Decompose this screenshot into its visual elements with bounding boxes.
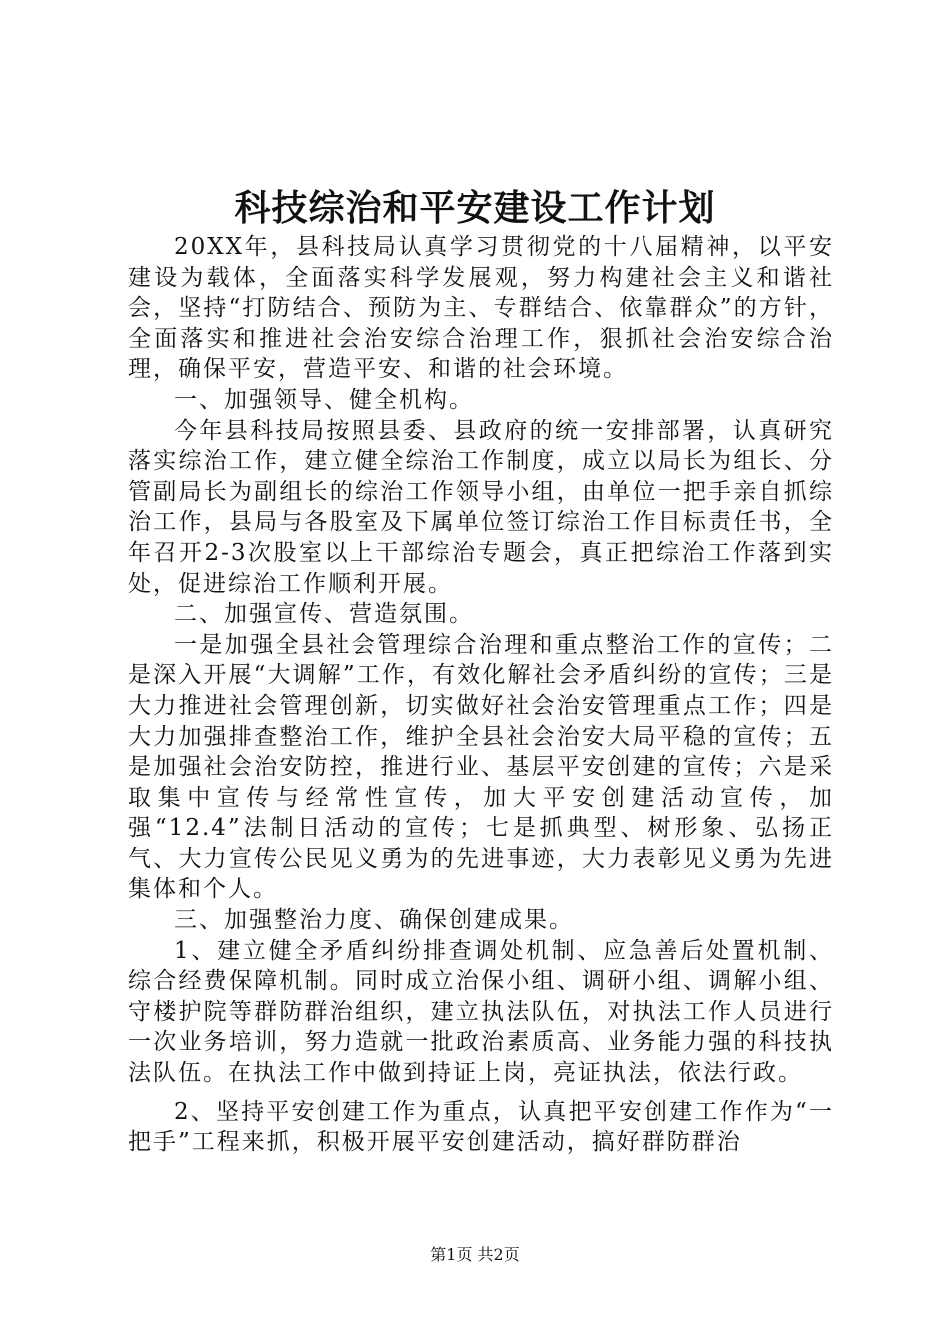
paragraph-item-1: 1、建立健全矛盾纠纷排查调处机制、应急善后处置机制、综合经费保障机制。同时成立治保小组、调研小组、调解小组、守楼护院等群防群治组织，建立执法队伍，对执法工作人员进行一次业务培训，努力造就一批政治素质高、业务能力强的科技执法队伍。在执法工作中做到持证上岗，亮证执法，依法行政。 — [128, 937, 834, 1087]
section-heading-2: 二、加强宣传、营造氛围。 — [174, 601, 474, 628]
paragraph-intro: 20XX年，县科技局认真学习贯彻党的十八届精神，以平安建设为载体，全面落实科学发展观，努力构建社会主义和谐社会，坚持“打防结合、预防为主、专群结合、依靠群众”的方针，全面落实和推进社会治安综合治理工作，狠抓社会治安综合治理，确保平安，营造平安、和谐的社会环境。 — [128, 234, 834, 383]
section-heading-1: 一、加强领导、健全机构。 — [174, 386, 474, 413]
paragraph-section-2: 一是加强全县社会管理综合治理和重点整治工作的宣传；二是深入开展“大调解”工作，有效化解社会矛盾纠纷的宣传；三是大力推进社会管理创新，切实做好社会治安管理重点工作；四是大力加强排查整治工作，维护全县社会治安大局平稳的宣传；五是加强社会治安防控，推进行业、基层平安创建的宣传；六是采取集中宣传与经常性宣传，加大平安创建活动宣传，加强“12.4”法制日活动的宣传；七是抓典型、树形象、弘扬正气、大力宣传公民见义勇为的先进事迹，大力表彰见义勇为先进集体和个人。 — [128, 631, 834, 903]
paragraph-section-1: 今年县科技局按照县委、县政府的统一安排部署，认真研究落实综治工作，建立健全综治工作制度，成立以局长为组长、分管副局长为副组长的综治工作领导小组，由单位一把手亲自抓综治工作，县局与各股室及下属单位签订综治工作目标责任书，全年召开2-3次股室以上干部综治专题会，真正把综治工作落到实处，促进综治工作顺利开展。 — [128, 417, 834, 597]
paragraph-item-2: 2、坚持平安创建工作为重点，认真把平安创建工作作为“一把手”工程来抓，积极开展平安创建活动，搞好群防群治 — [128, 1098, 834, 1156]
document-body — [128, 232, 834, 1158]
page-footer: 第1页 共2页 — [430, 1245, 520, 1264]
document-title: 科技综治和平安建设工作计划 — [234, 187, 716, 229]
section-heading-3: 三、加强整治力度、确保创建成果。 — [174, 907, 574, 934]
